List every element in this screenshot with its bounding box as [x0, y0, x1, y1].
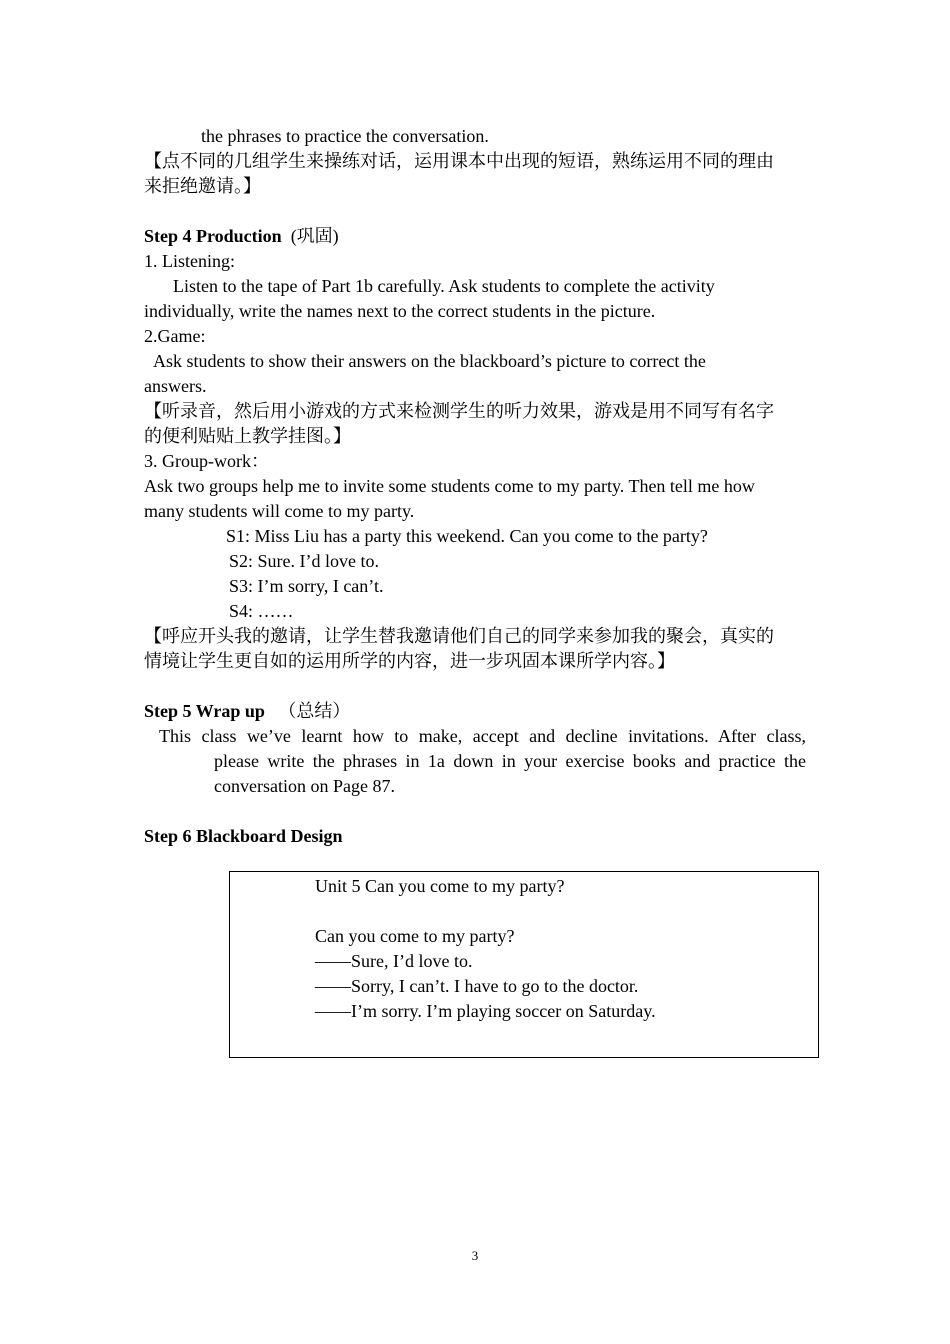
- text-line: many students will come to my party.: [144, 501, 415, 521]
- text-line: please write the phrases in 1a down in your exercise books and practice the: [214, 751, 806, 771]
- text-line: the phrases to practice the conversation.: [201, 126, 489, 146]
- chinese-note: 【点不同的几组学生来操练对话，运用课本中出现的短语，熟练运用不同的理由: [144, 151, 774, 171]
- chinese-note: 情境让学生更自如的运用所学的内容，进一步巩固本课所学内容。】: [144, 651, 675, 671]
- dialogue-line: S1: Miss Liu has a party this weekend. Can you come to the party?: [226, 526, 708, 546]
- board-line: ——Sure, I’d love to.: [315, 951, 473, 971]
- step4-title: Step 4 Production: [144, 226, 282, 246]
- text-line: individually, write the names next to the correct students in the picture.: [144, 301, 656, 321]
- text-line: 3. Group-work：: [144, 451, 269, 471]
- text-line: 1. Listening:: [144, 251, 235, 271]
- chinese-note: 的便利贴贴上教学挂图。】: [144, 426, 351, 446]
- text-line: conversation on Page 87.: [214, 776, 395, 796]
- dialogue-line: S4: ……: [229, 601, 294, 621]
- board-line: ——I’m sorry. I’m playing soccer on Saturday.: [315, 1001, 656, 1021]
- step5-note: （总结）: [278, 701, 351, 721]
- board-title: Unit 5 Can you come to my party?: [315, 876, 565, 896]
- step4-note: (巩固): [290, 226, 339, 246]
- chinese-note: 来拒绝邀请。】: [144, 176, 261, 196]
- step6-heading: Step 6 Blackboard Design: [144, 826, 343, 846]
- page-number: 3: [471, 1248, 479, 1263]
- chinese-note: 【听录音，然后用小游戏的方式来检测学生的听力效果，游戏是用不同写有名字: [144, 401, 774, 421]
- text-line: Ask two groups help me to invite some students come to my party. Then tell me how: [144, 476, 755, 496]
- chinese-note: 【呼应开头我的邀请，让学生替我邀请他们自己的同学来参加我的聚会，真实的: [144, 626, 774, 646]
- board-line: ——Sorry, I can’t. I have to go to the doctor.: [315, 976, 639, 996]
- step5-heading: [144, 699, 806, 724]
- text-line: Ask students to show their answers on the blackboard’s picture to correct the: [153, 351, 706, 371]
- blackboard-design-box: [229, 871, 819, 1058]
- text-line: This class we’ve learnt how to make, accept and decline invitations. After class,: [159, 726, 806, 746]
- text-line: answers.: [144, 376, 207, 396]
- text-line: Listen to the tape of Part 1b carefully. Ask students to complete the activity: [173, 276, 715, 296]
- step4-heading: [144, 224, 806, 249]
- step5-title: Step 5 Wrap up: [144, 701, 265, 721]
- dialogue-line: S3: I’m sorry, I can’t.: [229, 576, 384, 596]
- text-line: 2.Game:: [144, 326, 206, 346]
- board-line: Can you come to my party?: [315, 926, 515, 946]
- dialogue-line: S2: Sure. I’d love to.: [229, 551, 379, 571]
